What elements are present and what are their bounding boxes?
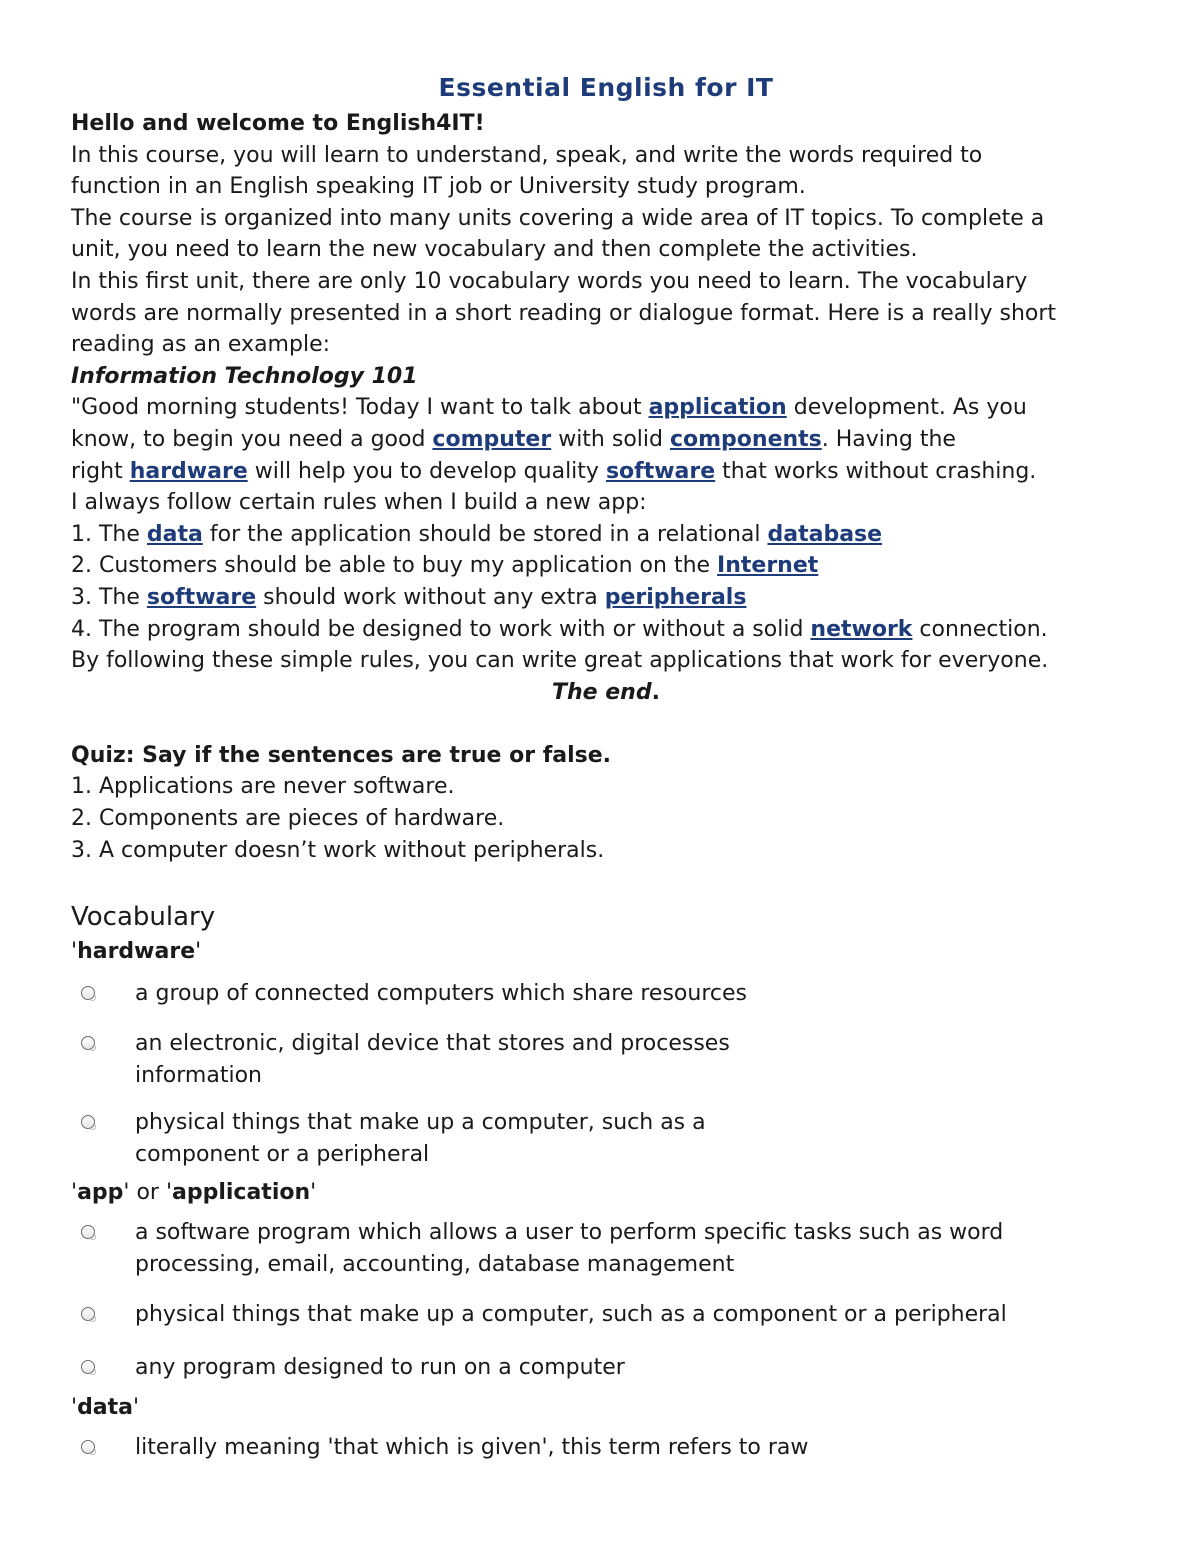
rule-line	[71, 550, 1141, 582]
page-title: Essential English for IT	[438, 73, 774, 102]
answer-option[interactable]	[71, 1299, 1141, 1331]
radio-button-icon[interactable]	[81, 1440, 95, 1454]
answer-option[interactable]	[71, 1028, 1141, 1092]
radio-button-icon[interactable]	[81, 1360, 95, 1374]
reading-line	[71, 456, 1141, 488]
intro-text-line: unit, you need to learn the new vocabulary and then complete the activities.	[71, 237, 918, 263]
keyword-link-components[interactable]: components	[669, 426, 822, 452]
vocab-term-application	[71, 1177, 1141, 1209]
option-text: literally meaning 'that which is given', this term refers to raw	[135, 1435, 809, 1461]
reading-text: should work without any extra	[256, 584, 605, 610]
option-text: physical things that make up a computer, such as a	[135, 1110, 706, 1136]
term-label: application	[172, 1180, 311, 1206]
intro-text-line: In this first unit, there are only 10 vocabulary words you need to learn. The vocabulary	[71, 268, 1028, 294]
option-text: any program designed to run on a computer	[135, 1355, 625, 1381]
reading-closing: By following these simple rules, you can write great applications that work for everyone.	[71, 648, 1049, 674]
reading-text: development. As you	[786, 395, 1027, 421]
reading-heading: Information Technology 101	[71, 363, 418, 389]
or-text: ' or '	[123, 1180, 172, 1206]
vocab-term-data	[71, 1392, 1141, 1424]
spacer	[71, 708, 1141, 740]
keyword-link-application[interactable]: application	[648, 395, 787, 421]
spacer	[71, 866, 1141, 888]
answer-option[interactable]	[71, 978, 1141, 1010]
document-page	[71, 68, 1141, 1464]
quote-mark: '	[71, 1180, 78, 1206]
reading-text: that works without crashing.	[715, 458, 1037, 484]
option-text: processing, email, accounting, database management	[135, 1252, 735, 1278]
option-text: physical things that make up a computer, such as a component or a peripheral	[135, 1302, 1007, 1328]
the-end	[71, 677, 1141, 709]
welcome-heading: Hello and welcome to English4IT!	[71, 111, 485, 136]
reading-line: I always follow certain rules when I build a new app:	[71, 490, 647, 516]
quiz-question: 3. A computer doesn’t work without peripherals.	[71, 837, 605, 863]
reading-text: "Good morning students! Today I want to talk about	[71, 395, 649, 421]
reading-text: 3. The	[71, 584, 147, 610]
reading-text: 4. The program should be designed to work with or without a solid	[71, 616, 811, 642]
reading-text: 2. Customers should be able to buy my application on the	[71, 553, 718, 579]
quiz-question: 1. Applications are never software.	[71, 774, 455, 800]
radio-button-icon[interactable]	[81, 986, 95, 1000]
answer-option[interactable]	[71, 1217, 1141, 1281]
intro-text-line: In this course, you will learn to understand, speak, and write the words required to	[71, 142, 983, 168]
keyword-link-computer[interactable]: computer	[432, 426, 552, 452]
quote-mark: '	[195, 939, 202, 965]
reading-text: for the application should be stored in a relational	[202, 521, 768, 547]
keyword-link-internet[interactable]: Internet	[717, 553, 819, 579]
option-text: a group of connected computers which share resources	[135, 981, 747, 1007]
term-label: hardware	[77, 939, 196, 965]
reading-text: 1. The	[71, 521, 147, 547]
rule-line	[71, 614, 1141, 646]
quote-mark: '	[71, 939, 78, 965]
the-end-dot: .	[651, 679, 660, 705]
keyword-link-software[interactable]: software	[146, 584, 257, 610]
quote-mark: '	[71, 1395, 78, 1421]
reading-text: know, to begin you need a good	[71, 426, 433, 452]
keyword-link-hardware[interactable]: hardware	[129, 458, 248, 484]
rule-line	[71, 582, 1141, 614]
term-label: app	[77, 1180, 124, 1206]
reading-text: will help you to develop quality	[247, 458, 606, 484]
vocabulary-heading: Vocabulary	[71, 902, 216, 933]
answer-option[interactable]	[71, 1432, 1141, 1464]
quote-mark: '	[133, 1395, 140, 1421]
reading-text: connection.	[912, 616, 1048, 642]
radio-button-icon[interactable]	[81, 1115, 95, 1129]
quiz-heading: Quiz: Say if the sentences are true or false.	[71, 742, 612, 768]
reading-text: . Having the	[821, 426, 956, 452]
reading-line	[71, 392, 1141, 424]
option-text: component or a peripheral	[135, 1142, 430, 1168]
intro-text-line: words are normally presented in a short reading or dialogue format. Here is a really short	[71, 300, 1057, 326]
vocab-term-hardware	[71, 936, 1141, 968]
term-label: data	[77, 1395, 134, 1421]
quote-mark: '	[310, 1180, 317, 1206]
keyword-link-software[interactable]: software	[605, 458, 716, 484]
keyword-link-network[interactable]: network	[810, 616, 913, 642]
quiz-question: 2. Components are pieces of hardware.	[71, 806, 505, 832]
reading-text: right	[71, 458, 130, 484]
answer-option[interactable]	[71, 1352, 1141, 1384]
reading-text: with solid	[551, 426, 670, 452]
answer-option[interactable]	[71, 1107, 1141, 1171]
rule-line	[71, 519, 1141, 551]
option-text: information	[135, 1063, 262, 1089]
keyword-link-data[interactable]: data	[146, 521, 203, 547]
option-text: a software program which allows a user to perform specific tasks such as word	[135, 1220, 1004, 1246]
option-text: an electronic, digital device that stores and processes	[135, 1031, 730, 1057]
keyword-link-peripherals[interactable]: peripherals	[604, 584, 747, 610]
radio-button-icon[interactable]	[81, 1307, 95, 1321]
intro-text-line: The course is organized into many units covering a wide area of IT topics. To complete a	[71, 205, 1045, 231]
keyword-link-database[interactable]: database	[767, 521, 883, 547]
the-end-text: The end	[552, 679, 652, 705]
intro-text-line: function in an English speaking IT job or University study program.	[71, 174, 806, 200]
reading-line	[71, 424, 1141, 456]
intro-text-line: reading as an example:	[71, 332, 331, 358]
radio-button-icon[interactable]	[81, 1036, 95, 1050]
radio-button-icon[interactable]	[81, 1225, 95, 1239]
